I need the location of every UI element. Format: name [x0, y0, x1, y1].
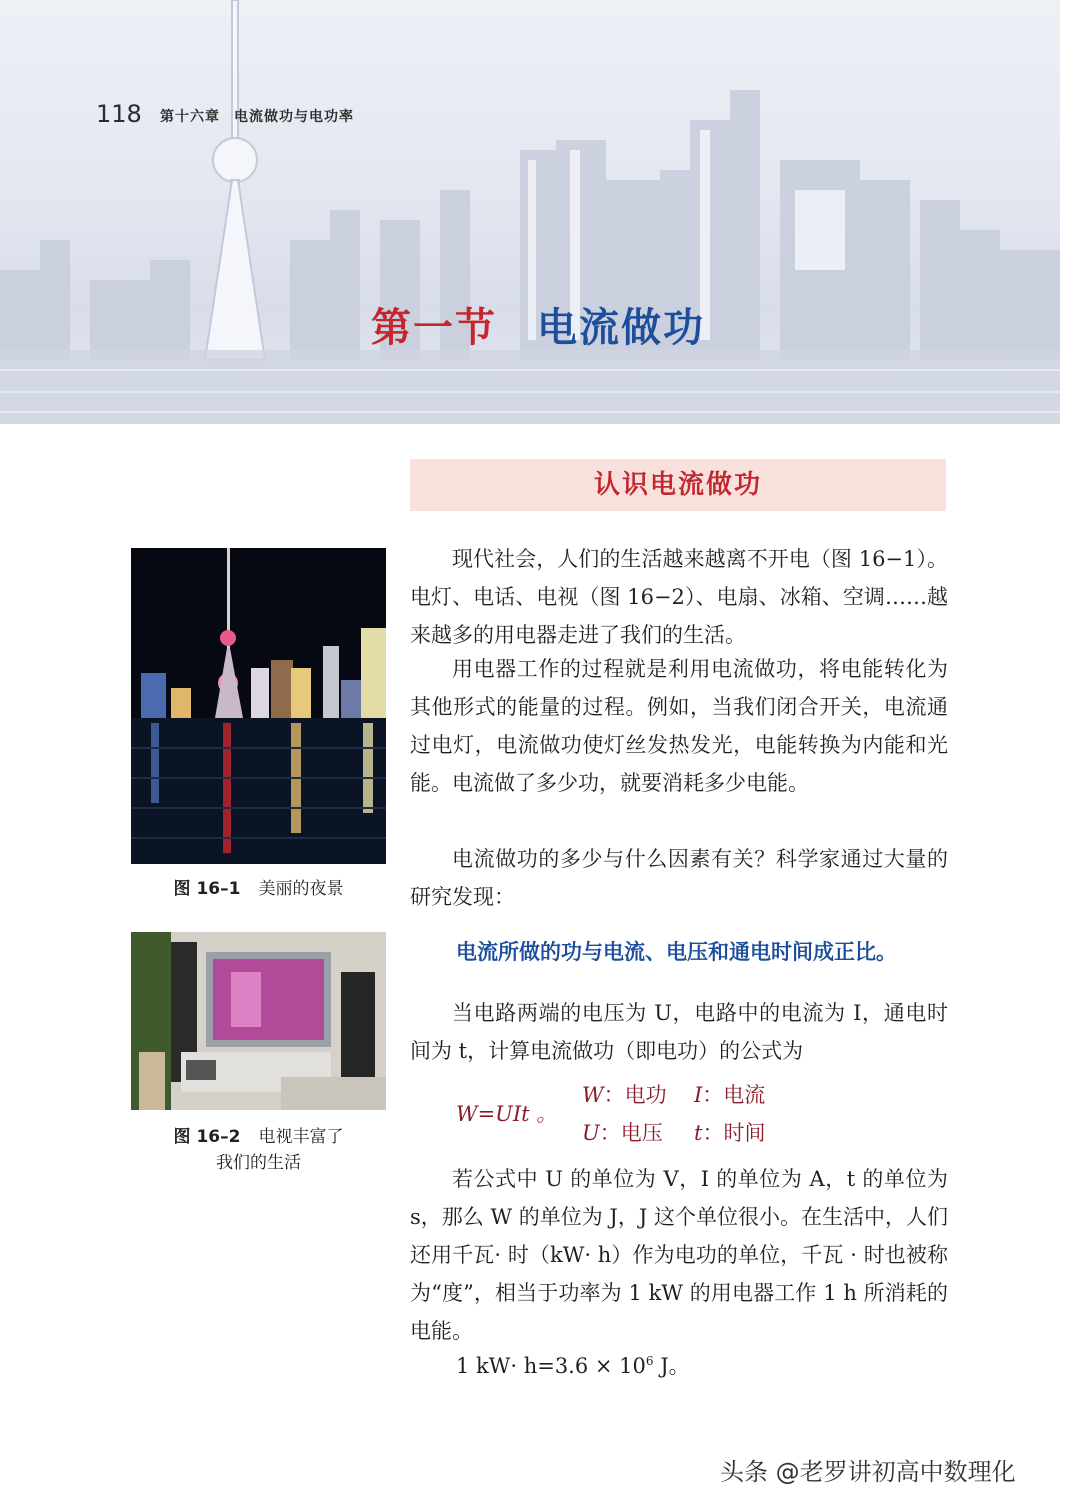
legend-item-w	[582, 1076, 694, 1114]
paragraph-2-block	[410, 650, 948, 802]
paragraph-5: 若公式中 U 的单位为 V，I 的单位为 A，t 的单位为 s，那么 W 的单位为 J，J 这个单位很小。在生活中，人们还用千瓦· 时（kW· h）作为电功的单位，千瓦 · 时也被称为“度”，相当于功率为 1 kW 的用电器工作 1 h 所消耗的电能。	[410, 1167, 948, 1343]
chapter-number: 第十六章	[160, 109, 220, 125]
figure-television	[131, 932, 386, 1110]
equation-right: J。	[653, 1354, 690, 1378]
page-number: 118	[96, 100, 142, 128]
legend-text-i: ：电流	[702, 1083, 766, 1107]
key-conclusion: 电流所做的功与电流、电压和通电时间成正比。	[456, 939, 897, 964]
formula-legend	[582, 1076, 765, 1152]
figure-2-label: 图 16–2	[173, 1127, 241, 1147]
figure-night-scene	[131, 548, 386, 864]
legend-row-1	[582, 1076, 765, 1114]
figure-2-text-1: 电视丰富了	[258, 1127, 344, 1147]
chapter-banner	[0, 0, 1060, 424]
figure-1-text: 美丽的夜景	[258, 879, 344, 899]
legend-text-t: ：时间	[702, 1121, 766, 1145]
work-formula: W=UIt 。	[456, 1102, 558, 1126]
paragraph-5-block	[410, 1160, 948, 1350]
legend-text-u: ：电压	[599, 1121, 663, 1145]
figure-2-caption	[131, 1124, 386, 1176]
equation-left: 1 kW· h=3.6 × 10	[456, 1354, 646, 1378]
legend-row-2	[582, 1114, 765, 1152]
legend-item-i	[694, 1076, 765, 1114]
figure-1-caption	[131, 874, 386, 899]
unit-conversion-equation	[456, 1350, 690, 1380]
watermark: 头条 @老罗讲初高中数理化	[720, 1458, 1016, 1486]
paragraph-3: 电流做功的多少与什么因素有关？科学家通过大量的研究发现：	[410, 847, 948, 909]
section-title	[0, 296, 1060, 353]
legend-item-t	[694, 1114, 765, 1152]
figure-2-text-2: 我们的生活	[216, 1153, 301, 1173]
television-image	[131, 932, 386, 1110]
legend-symbol-i: I	[694, 1083, 703, 1107]
legend-text-w: ：电功	[603, 1083, 667, 1107]
figure-1-label: 图 16–1	[173, 879, 241, 899]
figure-2-caption-line1	[131, 1124, 386, 1150]
section-number: 第一节	[371, 304, 497, 351]
paragraph-3-block	[410, 840, 948, 916]
paragraph-1-block	[410, 540, 948, 654]
paragraph-1: 现代社会，人们的生活越来越离不开电（图 16−1）。电灯、电话、电视（图 16−2）、电扇、冰箱、空调……越来越多的用电器走进了我们的生活。	[410, 547, 948, 647]
subheading: 认识电流做功	[410, 459, 946, 511]
section-name: 电流做功	[537, 305, 705, 351]
legend-symbol-u: U	[582, 1121, 600, 1145]
legend-item-u	[582, 1114, 694, 1152]
paragraph-2: 用电器工作的过程就是利用电流做功，将电能转化为其他形式的能量的过程。例如，当我们闭合开关，电流通过电灯，电流做功使灯丝发热发光，电能转换为内能和光能。电流做了多少功，就要消耗多少电能。	[410, 657, 948, 795]
chapter-heading	[160, 106, 354, 126]
legend-symbol-t: t	[694, 1121, 703, 1145]
paragraph-4: 当电路两端的电压为 U，电路中的电流为 I，通电时间为 t，计算电流做功（即电功）的公式为	[410, 1001, 948, 1063]
skyline-illustration	[0, 0, 1060, 424]
legend-symbol-w: W	[582, 1083, 604, 1107]
night-scene-image	[131, 548, 386, 864]
paragraph-4-block	[410, 994, 948, 1070]
equation-exponent: 6	[645, 1354, 654, 1368]
chapter-title: 电流做功与电功率	[234, 109, 354, 125]
